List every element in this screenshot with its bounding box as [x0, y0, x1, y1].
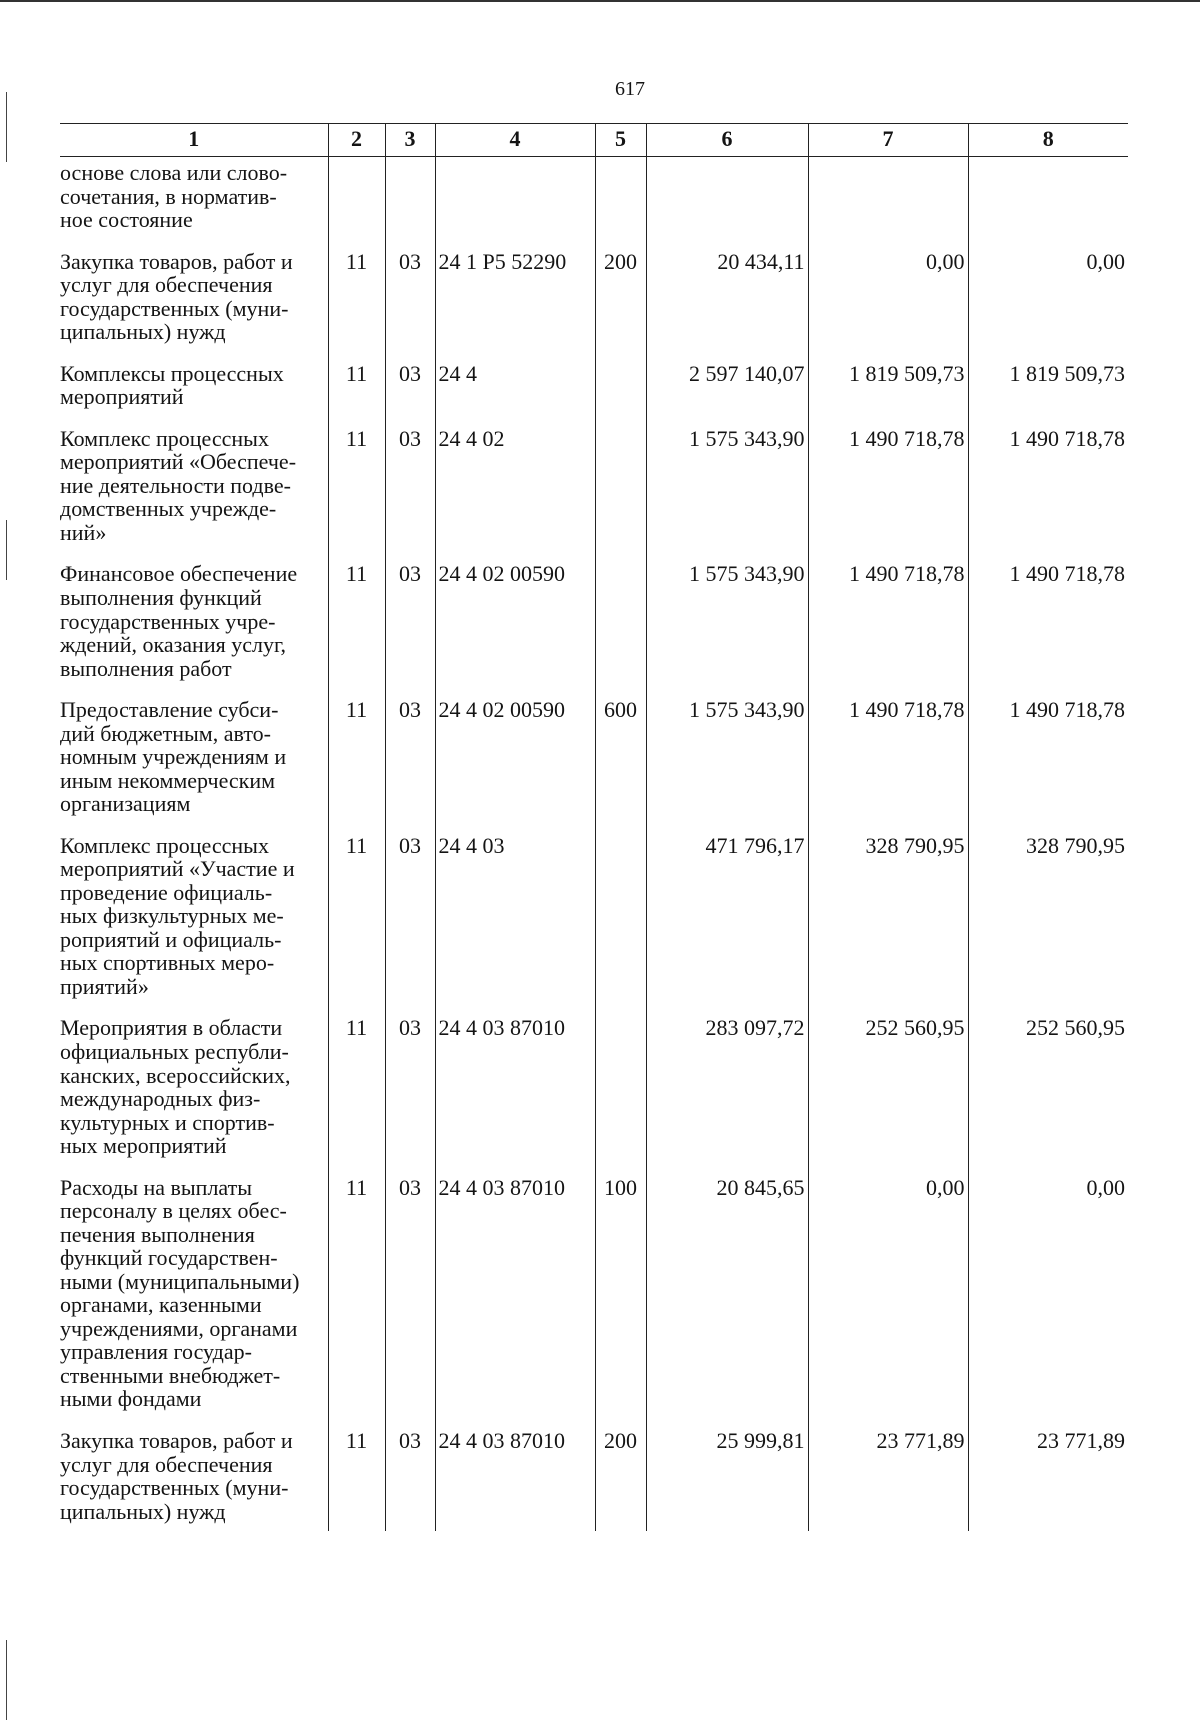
amount-col-7: 23 771,89 — [808, 1429, 968, 1531]
amount-col-8: 1 490 718,78 — [968, 562, 1128, 698]
expense-type-code: 200 — [595, 1429, 646, 1531]
description-line: канских, всероссийских, — [60, 1062, 291, 1088]
amount-col-7: 0,00 — [808, 250, 968, 362]
subsection-code: 03 — [385, 834, 435, 1017]
amount-col-7: 1 490 718,78 — [808, 698, 968, 834]
row-description — [60, 698, 328, 834]
description-line: ципальных) нужд — [60, 319, 226, 345]
amount-col-6: 1 575 343,90 — [646, 698, 808, 834]
description-line: Финансовое обеспечение — [60, 561, 298, 587]
description-line: номным учреждениям и — [60, 744, 287, 770]
expense-type-code — [595, 562, 646, 698]
description-line: государственных (муни- — [60, 1475, 289, 1501]
section-code: 11 — [328, 698, 385, 834]
section-code: 11 — [328, 562, 385, 698]
row-description — [60, 427, 328, 563]
description-line: ние деятельности подве- — [60, 472, 291, 498]
expense-type-code: 100 — [595, 1176, 646, 1429]
table-row — [60, 1429, 1128, 1531]
subsection-code: 03 — [385, 1429, 435, 1531]
table-body — [60, 157, 1128, 1532]
description-line: функций государствен- — [60, 1245, 278, 1271]
section-code: 11 — [328, 1176, 385, 1429]
description-line: Предоставление субси- — [60, 697, 279, 723]
amount-col-6: 1 575 343,90 — [646, 427, 808, 563]
section-code: 11 — [328, 1429, 385, 1531]
subsection-code — [385, 157, 435, 250]
subsection-code: 03 — [385, 1016, 435, 1175]
description-line: официальных республи- — [60, 1039, 289, 1064]
amount-col-8 — [968, 157, 1128, 250]
table-header-row — [60, 124, 1128, 157]
expense-type-code — [595, 157, 646, 250]
top-border-rule — [0, 0, 1200, 2]
target-article-code: 24 4 03 87010 — [435, 1016, 595, 1175]
description-line: услуг для обеспечения — [60, 1451, 273, 1477]
amount-col-7: 0,00 — [808, 1176, 968, 1429]
section-code: 11 — [328, 834, 385, 1017]
column-header-4: 4 — [435, 124, 595, 157]
description-line: услуг для обеспечения — [60, 272, 273, 298]
table-row — [60, 698, 1128, 834]
target-article-code: 24 4 03 — [435, 834, 595, 1017]
description-line: выполнения функций — [60, 584, 262, 610]
description-line: ципальных) нужд — [60, 1498, 226, 1524]
description-line: основе слова или слово- — [60, 160, 288, 185]
table-row — [60, 427, 1128, 563]
row-description — [60, 1016, 328, 1175]
row-description — [60, 250, 328, 362]
description-line: мероприятий «Обеспече- — [60, 449, 297, 475]
row-description — [60, 362, 328, 427]
amount-col-8: 252 560,95 — [968, 1016, 1128, 1175]
section-code: 11 — [328, 250, 385, 362]
description-line: иным некоммерческим — [60, 767, 276, 793]
description-line: международных физ- — [60, 1086, 261, 1112]
scan-edge-mark — [6, 520, 7, 580]
description-line: культурных и спортив- — [60, 1109, 275, 1135]
description-line: государственных учре- — [60, 608, 276, 634]
column-header-8: 8 — [968, 124, 1128, 157]
amount-col-7: 328 790,95 — [808, 834, 968, 1017]
description-line: ными фондами — [60, 1386, 202, 1412]
target-article-code — [435, 157, 595, 250]
description-line: ственными внебюджет- — [60, 1362, 281, 1388]
table-row — [60, 562, 1128, 698]
amount-col-8: 1 490 718,78 — [968, 427, 1128, 563]
section-code: 11 — [328, 427, 385, 563]
column-header-1: 1 — [60, 124, 328, 157]
amount-col-7: 1 819 509,73 — [808, 362, 968, 427]
row-description — [60, 157, 328, 250]
description-line: проведение официаль- — [60, 879, 273, 905]
amount-col-6: 471 796,17 — [646, 834, 808, 1017]
description-line: домственных учрежде- — [60, 496, 277, 522]
description-line: управления государ- — [60, 1339, 252, 1365]
target-article-code: 24 4 03 87010 — [435, 1429, 595, 1531]
description-line: Закупка товаров, работ и — [60, 1427, 293, 1453]
description-line: персоналу в целях обес- — [60, 1198, 287, 1224]
description-line: организациям — [60, 791, 191, 817]
row-description — [60, 1176, 328, 1429]
amount-col-6: 20 845,65 — [646, 1176, 808, 1429]
amount-col-6: 2 597 140,07 — [646, 362, 808, 427]
amount-col-8: 0,00 — [968, 1176, 1128, 1429]
amount-col-6: 1 575 343,90 — [646, 562, 808, 698]
column-header-3: 3 — [385, 124, 435, 157]
description-line: ных физкультурных ме- — [60, 903, 284, 929]
expense-type-code: 600 — [595, 698, 646, 834]
description-line: выполнения работ — [60, 655, 232, 681]
budget-table — [60, 123, 1128, 1531]
description-line: учреждениями, органами — [60, 1315, 298, 1341]
column-header-7: 7 — [808, 124, 968, 157]
description-line: Мероприятия в области — [60, 1015, 283, 1041]
table-row — [60, 157, 1128, 250]
target-article-code: 24 4 02 00590 — [435, 562, 595, 698]
expense-type-code — [595, 834, 646, 1017]
description-line: сочетания, в норматив- — [60, 183, 277, 209]
subsection-code: 03 — [385, 698, 435, 834]
table-row — [60, 1016, 1128, 1175]
description-line: мероприятий — [60, 384, 184, 410]
column-header-2: 2 — [328, 124, 385, 157]
description-line: роприятий и официаль- — [60, 926, 282, 952]
description-line: ными (муниципальными) — [60, 1268, 300, 1294]
page-number: 617 — [615, 78, 645, 100]
expense-type-code — [595, 427, 646, 563]
description-line: Комплекс процессных — [60, 832, 269, 858]
table-row — [60, 362, 1128, 427]
amount-col-7: 252 560,95 — [808, 1016, 968, 1175]
row-description — [60, 834, 328, 1017]
description-line: Закупка товаров, работ и — [60, 248, 293, 274]
table-row — [60, 1176, 1128, 1429]
amount-col-7: 1 490 718,78 — [808, 562, 968, 698]
table-row — [60, 834, 1128, 1017]
amount-col-8: 23 771,89 — [968, 1429, 1128, 1531]
subsection-code: 03 — [385, 427, 435, 563]
description-line: ждений, оказания услуг, — [60, 632, 287, 658]
scan-edge-mark — [6, 1640, 7, 1720]
column-header-5: 5 — [595, 124, 646, 157]
amount-col-6 — [646, 157, 808, 250]
amount-col-7 — [808, 157, 968, 250]
target-article-code: 24 1 Р5 52290 — [435, 250, 595, 362]
row-description — [60, 1429, 328, 1531]
amount-col-7: 1 490 718,78 — [808, 427, 968, 563]
subsection-code: 03 — [385, 1176, 435, 1429]
expense-type-code — [595, 362, 646, 427]
target-article-code: 24 4 03 87010 — [435, 1176, 595, 1429]
row-description — [60, 562, 328, 698]
description-line: печения выполнения — [60, 1221, 255, 1247]
description-line: ний» — [60, 519, 107, 545]
subsection-code: 03 — [385, 362, 435, 427]
description-line: органами, казенными — [60, 1292, 262, 1318]
column-header-6: 6 — [646, 124, 808, 157]
description-line: государственных (муни- — [60, 295, 289, 321]
description-line: приятий» — [60, 973, 149, 999]
amount-col-6: 25 999,81 — [646, 1429, 808, 1531]
description-line: Расходы на выплаты — [60, 1174, 253, 1200]
description-line: ное состояние — [60, 207, 193, 233]
target-article-code: 24 4 — [435, 362, 595, 427]
table-row — [60, 250, 1128, 362]
description-line: мероприятий «Участие и — [60, 856, 295, 882]
amount-col-8: 0,00 — [968, 250, 1128, 362]
subsection-code: 03 — [385, 562, 435, 698]
amount-col-6: 20 434,11 — [646, 250, 808, 362]
subsection-code: 03 — [385, 250, 435, 362]
expense-type-code: 200 — [595, 250, 646, 362]
description-line: Комплексы процессных — [60, 360, 284, 386]
section-code: 11 — [328, 362, 385, 427]
section-code: 11 — [328, 1016, 385, 1175]
description-line: Комплекс процессных — [60, 425, 269, 451]
description-line: ных спортивных меро- — [60, 950, 275, 976]
target-article-code: 24 4 02 — [435, 427, 595, 563]
description-line: дий бюджетным, авто- — [60, 720, 271, 746]
description-line: ных мероприятий — [60, 1133, 227, 1159]
scan-edge-mark — [6, 92, 7, 162]
target-article-code: 24 4 02 00590 — [435, 698, 595, 834]
amount-col-8: 1 819 509,73 — [968, 362, 1128, 427]
section-code — [328, 157, 385, 250]
amount-col-8: 1 490 718,78 — [968, 698, 1128, 834]
amount-col-8: 328 790,95 — [968, 834, 1128, 1017]
expense-type-code — [595, 1016, 646, 1175]
amount-col-6: 283 097,72 — [646, 1016, 808, 1175]
